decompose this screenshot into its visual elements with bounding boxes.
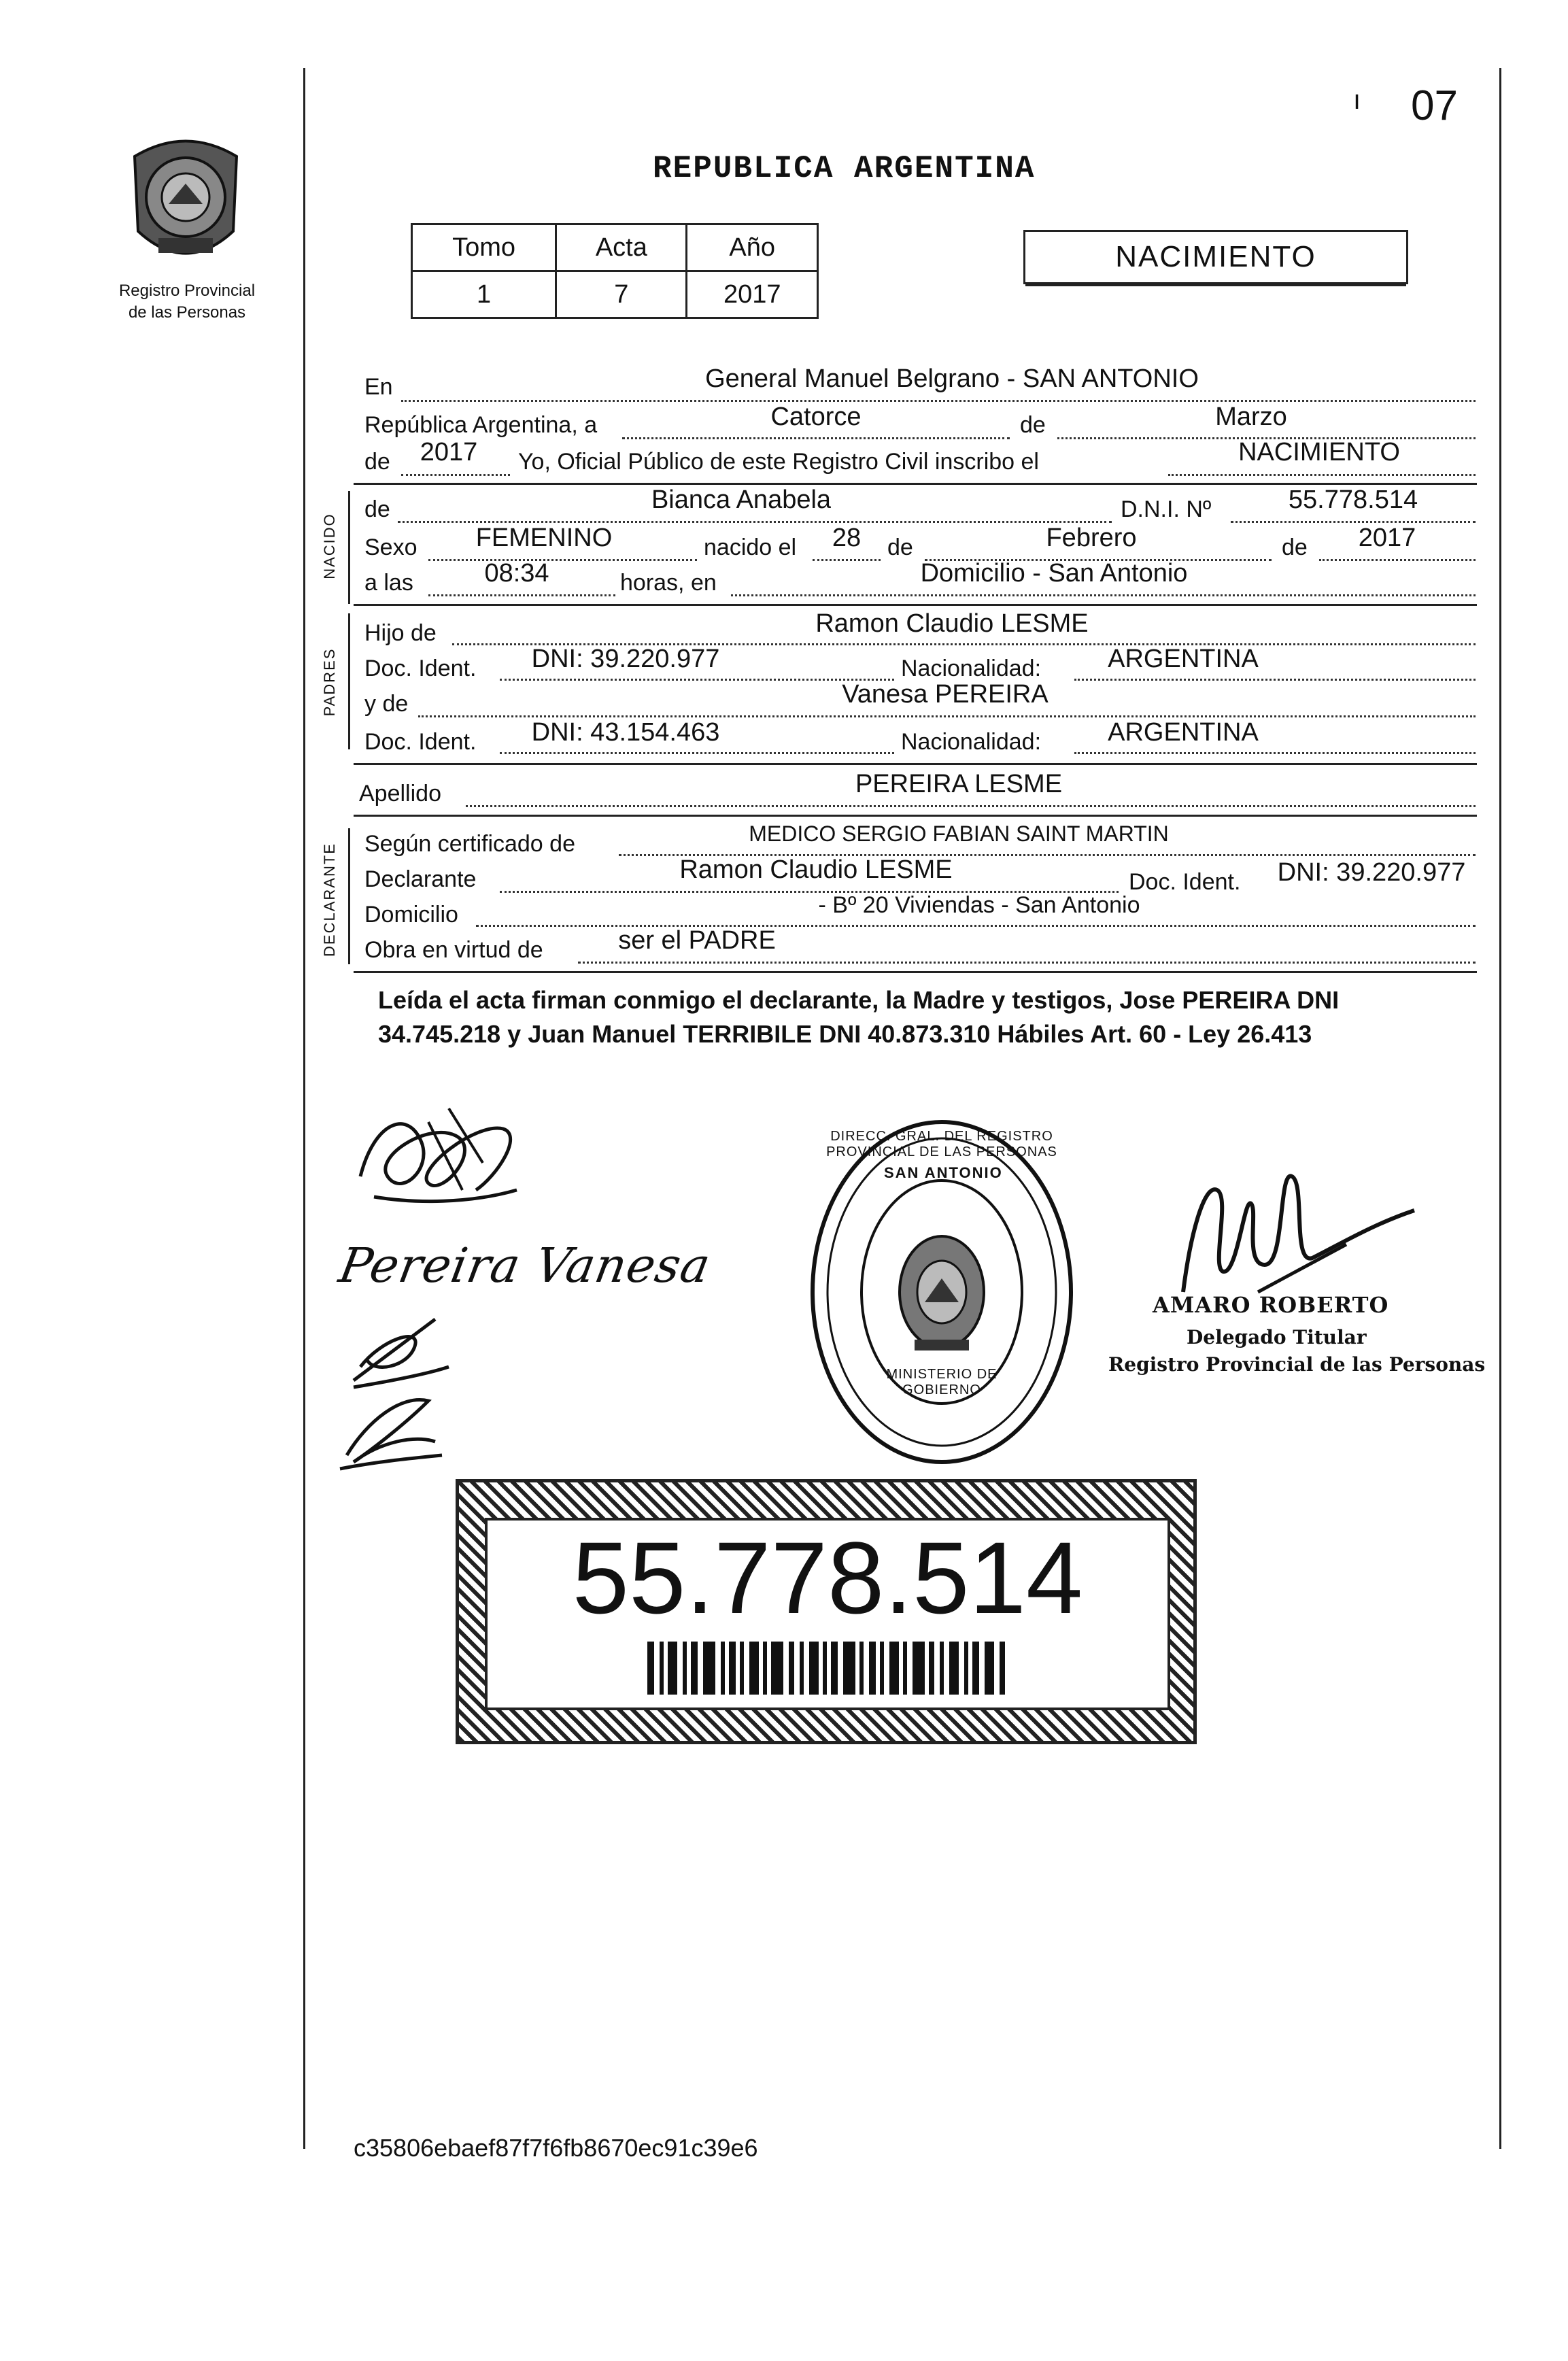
right-margin-line xyxy=(1499,68,1501,2149)
logo-caption-1: Registro Provincial xyxy=(118,282,256,300)
page-mark: ı xyxy=(1353,85,1361,115)
time-dots xyxy=(428,594,615,596)
birth-de-label: de xyxy=(887,534,913,560)
act-dots xyxy=(1168,474,1476,476)
mother-doc-label: Doc. Ident. xyxy=(364,729,477,755)
child-dni: 55.778.514 xyxy=(1288,486,1418,514)
apellido-value: PEREIRA LESME xyxy=(855,770,1063,798)
document-hash: c35806ebaef87f7f6fb8670ec91c39e6 xyxy=(354,2134,758,2162)
divider-1 xyxy=(354,483,1477,485)
place-dots xyxy=(401,400,1476,402)
apellido-dots xyxy=(466,805,1476,807)
birth-time: 08:34 xyxy=(484,559,549,588)
dni-sticker-inner xyxy=(485,1518,1170,1710)
province-seal-logo xyxy=(121,129,250,279)
horas-label: horas, en xyxy=(620,570,717,596)
sexo-label: Sexo xyxy=(364,534,417,560)
yde-label: y de xyxy=(364,691,409,717)
stamp-outer-text: DIRECC. GRAL. DEL REGISTRO PROVINCIAL DE LAS PERSONAS xyxy=(826,1129,1057,1159)
ano-header: Año xyxy=(687,224,818,271)
father-name: Ramon Claudio LESME xyxy=(815,609,1089,638)
stamp-inner-text: MINISTERIO DE GOBIERNO xyxy=(886,1367,998,1397)
bday-dots xyxy=(813,559,881,561)
cert-label: Según certificado de xyxy=(364,831,575,857)
domicilio-value: - Bº 20 Viviendas - San Antonio xyxy=(818,892,1140,918)
cert-doctor: MEDICO SERGIO FABIAN SAINT MARTIN xyxy=(749,821,1169,846)
birth-month: Febrero xyxy=(1046,524,1137,552)
hijo-label: Hijo de xyxy=(364,620,437,646)
registry-year: 2017 xyxy=(420,438,478,466)
father-nationality: ARGENTINA xyxy=(1108,645,1259,673)
name-dots xyxy=(398,521,1112,523)
registry-month: Marzo xyxy=(1215,403,1287,431)
tomo-value: 1 xyxy=(412,271,556,318)
logo-caption-2: de las Personas xyxy=(128,303,246,322)
declarante-section-label: DECLARANTE xyxy=(321,843,338,957)
page-number: 07 xyxy=(1411,82,1458,129)
apellido-label: Apellido xyxy=(359,781,441,806)
de-label-2: de xyxy=(364,449,390,475)
obra-value: ser el PADRE xyxy=(618,926,776,955)
declarante-signature xyxy=(347,1095,537,1217)
nacido-section-label: NACIDO xyxy=(321,513,338,579)
yo-text: Yo, Oficial Público de este Registro Civil inscribo el xyxy=(518,449,1039,475)
child-name: Bianca Anabela xyxy=(651,486,832,514)
year-dots xyxy=(401,474,510,476)
witness-signature-2 xyxy=(326,1380,449,1476)
birth-day: 28 xyxy=(832,524,862,552)
obra-dots xyxy=(578,962,1476,964)
de-label-1: de xyxy=(1020,412,1046,438)
republica-label: República Argentina, a xyxy=(364,412,598,438)
padres-section-label: PADRES xyxy=(321,647,338,717)
nacido-de-label: de xyxy=(364,496,390,522)
decl-doc-label: Doc. Ident. xyxy=(1129,869,1241,895)
mother-dots xyxy=(418,715,1476,717)
dni-dots xyxy=(1231,521,1476,523)
bplace-dots xyxy=(731,594,1476,596)
act-type-label: NACIMIENTO xyxy=(1115,240,1316,273)
barcode xyxy=(647,1642,1008,1695)
mother-doc-dots xyxy=(500,752,894,754)
mother-name: Vanesa PEREIRA xyxy=(842,680,1049,709)
tomo-header: Tomo xyxy=(412,224,556,271)
divider-5 xyxy=(354,971,1477,973)
official-name: AMARO ROBERTO xyxy=(1153,1292,1389,1318)
birth-registry-place: General Manuel Belgrano - SAN ANTONIO xyxy=(705,364,1199,393)
acta-value: 7 xyxy=(556,271,687,318)
official-signature xyxy=(1170,1156,1428,1306)
alas-label: a las xyxy=(364,570,413,596)
mother-nationality: ARGENTINA xyxy=(1108,718,1259,747)
declarante-label: Declarante xyxy=(364,866,477,892)
dni-sticker-number: 55.778.514 xyxy=(572,1521,1083,1635)
closing-statement: Leída el acta firman conmigo el declarante, la Madre y testigos, Jose PEREIRA DNI 34.745.218 y Juan Manuel TERRIBILE DNI 40.873.310 Hábiles Art. 60 - Ley 26.413 xyxy=(378,986,1340,1048)
en-label: En xyxy=(364,374,393,400)
official-title: Delegado Titular xyxy=(1187,1326,1367,1348)
divider-3 xyxy=(354,763,1477,765)
mother-doc: DNI: 43.154.463 xyxy=(531,718,720,747)
ano-value: 2017 xyxy=(687,271,818,318)
birth-place: Domicilio - San Antonio xyxy=(920,559,1188,588)
father-doc: DNI: 39.220.977 xyxy=(531,645,720,673)
left-margin-line xyxy=(303,68,305,2149)
dni-sticker xyxy=(456,1479,1197,1744)
registry-day: Catorce xyxy=(770,403,862,431)
declarante-doc: DNI: 39.220.977 xyxy=(1277,858,1466,887)
birth-year: 2017 xyxy=(1358,524,1416,552)
obra-label: Obra en virtud de xyxy=(364,937,543,963)
divider-2 xyxy=(354,604,1477,606)
day-dots xyxy=(622,437,1010,439)
registry-table xyxy=(411,223,819,319)
father-nat-label: Nacionalidad: xyxy=(901,656,1042,681)
divider-4 xyxy=(354,815,1477,817)
dni-label: D.N.I. Nº xyxy=(1121,496,1212,522)
domicilio-label: Domicilio xyxy=(364,902,458,928)
acta-header: Acta xyxy=(556,224,687,271)
birth-de-label-2: de xyxy=(1282,534,1308,560)
nacido-el-label: nacido el xyxy=(704,534,797,560)
mother-handwritten-signature: Pereira Vanesa xyxy=(335,1238,715,1293)
father-doc-label: Doc. Ident. xyxy=(364,656,477,681)
nacido-bar xyxy=(348,491,350,604)
mother-nat-dots xyxy=(1074,752,1476,754)
mother-nat-label: Nacionalidad: xyxy=(901,729,1042,755)
byear-dots xyxy=(1319,559,1476,561)
declarante-bar xyxy=(348,828,350,964)
child-sex: FEMENINO xyxy=(475,524,613,552)
act-type-box xyxy=(1023,230,1408,284)
registry-act: NACIMIENTO xyxy=(1238,438,1400,466)
padres-bar xyxy=(348,613,350,749)
country-title: REPUBLICA ARGENTINA xyxy=(653,151,1036,186)
stamp-town-text: SAN ANTONIO xyxy=(884,1164,1003,1181)
declarante-name: Ramon Claudio LESME xyxy=(679,855,953,884)
father-nat-dots xyxy=(1074,679,1476,681)
official-org: Registro Provincial de las Personas xyxy=(1108,1353,1486,1376)
